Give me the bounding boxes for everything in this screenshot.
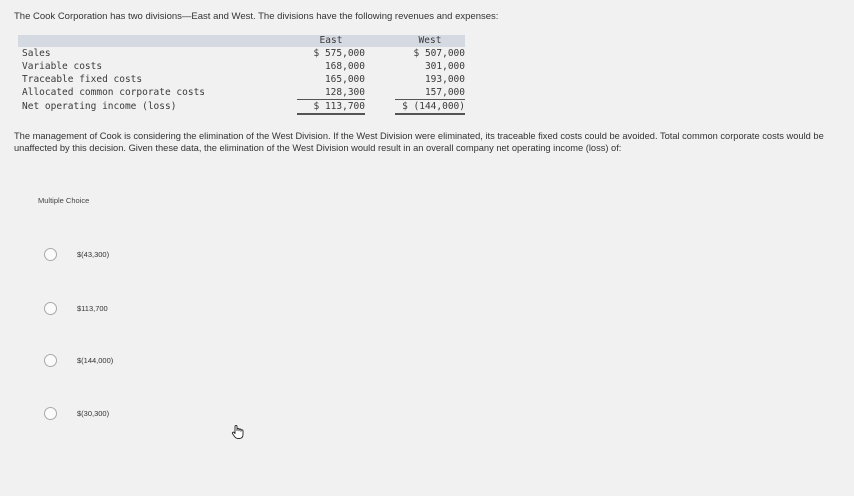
- header-west: West: [395, 35, 465, 47]
- west-value: 193,000: [424, 74, 465, 85]
- row-label: Variable costs: [22, 61, 103, 72]
- west-value: $ (144,000): [395, 100, 465, 115]
- east-value: 168,000: [324, 61, 365, 72]
- row-label: Traceable fixed costs: [22, 74, 143, 85]
- header-east: East: [297, 35, 365, 47]
- row-label: Net operating income (loss): [22, 101, 177, 113]
- revenue-expense-table: [18, 35, 465, 115]
- answer-option-label: $(30,300): [77, 409, 110, 418]
- header-blank: [18, 35, 297, 47]
- answer-option[interactable]: [44, 407, 109, 420]
- hand-cursor-icon: [230, 424, 246, 440]
- intro-text: The Cook Corporation has two divisions—East and West. The divisions have the following revenues and expenses:: [14, 11, 499, 22]
- answer-option[interactable]: [44, 354, 113, 367]
- radio-button[interactable]: [44, 248, 57, 261]
- table-row: [18, 86, 465, 100]
- radio-button[interactable]: [44, 354, 57, 367]
- answer-option-label: $(144,000): [77, 356, 114, 365]
- question-text: The management of Cook is considering the elimination of the West Division. If the West Division were eliminated, its traceable fixed costs could be avoided. Total common corporate costs would be unaffected by this decision. Given these data, the elimination of the West Division would result in an overall company net operating income (loss) of:: [14, 131, 824, 153]
- table-row: [18, 73, 465, 86]
- row-label: Sales: [22, 48, 51, 59]
- answer-option[interactable]: [44, 248, 109, 261]
- west-value: 301,000: [424, 61, 465, 72]
- east-value: 165,000: [324, 74, 365, 85]
- multiple-choice-label: Multiple Choice: [38, 196, 90, 205]
- answer-option-label: $(43,300): [77, 250, 110, 259]
- row-label: Allocated common corporate costs: [22, 87, 206, 99]
- header-gap: [365, 35, 395, 47]
- west-value: $ 507,000: [413, 48, 465, 59]
- answer-option-label: $113,700: [77, 304, 108, 313]
- table-row: [18, 47, 465, 60]
- radio-button[interactable]: [44, 302, 57, 315]
- answer-option[interactable]: [44, 302, 108, 315]
- radio-button[interactable]: [44, 407, 57, 420]
- table-header-row: [18, 35, 465, 47]
- west-value: 157,000: [395, 86, 465, 100]
- table-row-total: [18, 100, 465, 115]
- east-value: $ 113,700: [297, 100, 365, 115]
- east-value: 128,300: [297, 86, 365, 100]
- east-value: $ 575,000: [313, 48, 365, 59]
- table-row: [18, 60, 465, 73]
